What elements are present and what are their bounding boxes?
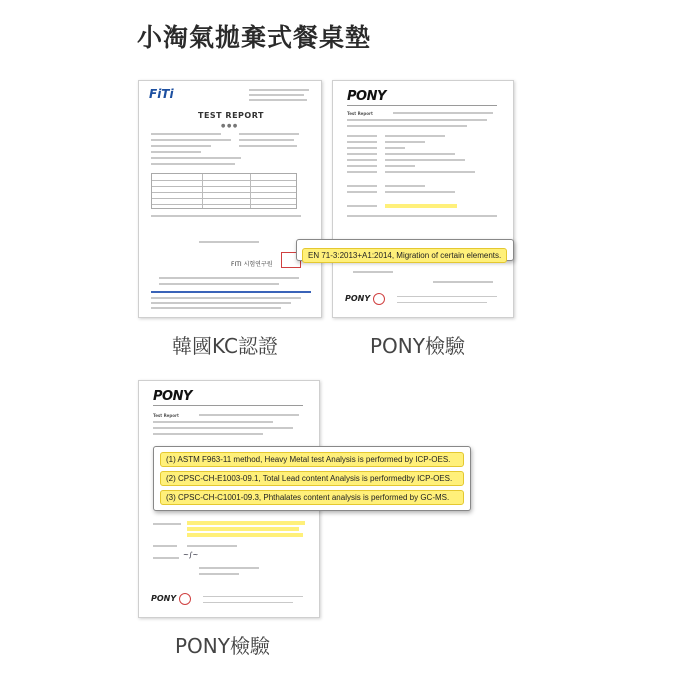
decorative-dots: ● ● ● — [221, 123, 238, 129]
highlight-strip — [187, 533, 303, 537]
round-stamp-icon — [179, 593, 191, 605]
test-report-label: Test Report — [347, 111, 373, 116]
pony-certificate-1-image — [332, 80, 514, 318]
kc-results-table — [151, 173, 297, 209]
page-title: 小淘氣拋棄式餐桌墊 — [137, 23, 372, 52]
callout-line: EN 71-3:2013+A1:2014, Migration of certain elements. — [302, 248, 507, 263]
pony-footer-logo: PONY — [151, 594, 177, 603]
test-report-label: Test Report — [153, 413, 179, 418]
callout-line: (3) CPSC-CH-C1001-09.3, Phthalates content analysis is performed by GC-MS. — [160, 490, 464, 505]
kc-certificate-image — [138, 80, 322, 318]
signature-mark: ~∫~ — [183, 551, 199, 559]
fiti-signature-text: FITI 시험연구원 — [231, 261, 273, 268]
callout-line: (2) CPSC-CH-E1003-09.1, Total Lead content Analysis is performedby ICP-OES. — [160, 471, 464, 486]
highlight-strip — [187, 521, 305, 525]
fiti-logo: FiTi — [149, 87, 174, 101]
pony-2-zoom-callout — [153, 446, 471, 511]
highlight-strip — [187, 527, 299, 531]
test-report-heading: TEST REPORT — [198, 111, 264, 120]
pony-logo: PONY — [347, 89, 386, 104]
blue-divider — [151, 291, 311, 293]
round-stamp-icon — [373, 293, 385, 305]
pony-footer-logo: PONY — [345, 294, 371, 303]
highlight-strip — [385, 204, 457, 208]
pony-caption-2: PONY檢驗 — [175, 634, 270, 658]
callout-line: (1) ASTM F963-11 method, Heavy Metal test Analysis is performed by ICP-OES. — [160, 452, 464, 467]
pony-logo: PONY — [153, 389, 192, 404]
pony-caption-1: PONY檢驗 — [370, 334, 465, 358]
pony-1-zoom-callout — [296, 239, 514, 261]
kc-caption: 韓國KC認證 — [172, 334, 278, 358]
